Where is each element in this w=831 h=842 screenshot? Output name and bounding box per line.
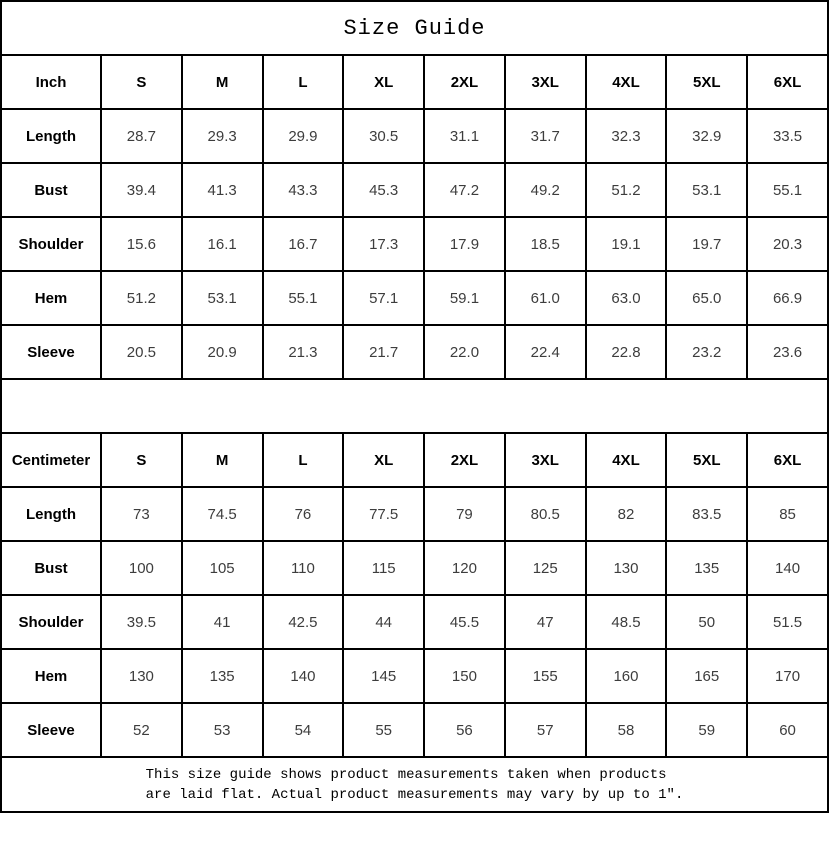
measurement-row (1, 541, 828, 595)
value-cell: 20.3 (747, 217, 828, 271)
value-cell: 49.2 (505, 163, 586, 217)
value-cell: 45.5 (424, 595, 505, 649)
size-header-cell: 3XL (505, 433, 586, 487)
value-cell: 22.8 (586, 325, 667, 379)
size-header-cell: S (101, 433, 182, 487)
value-cell: 55.1 (263, 271, 344, 325)
value-cell: 63.0 (586, 271, 667, 325)
value-cell: 79 (424, 487, 505, 541)
measurement-row (1, 595, 828, 649)
value-cell: 44 (343, 595, 424, 649)
value-cell: 47.2 (424, 163, 505, 217)
value-cell: 47 (505, 595, 586, 649)
value-cell: 54 (263, 703, 344, 757)
value-cell: 53.1 (182, 271, 263, 325)
row-label-cell: Length (1, 487, 101, 541)
value-cell: 19.1 (586, 217, 667, 271)
row-label-cell: Sleeve (1, 703, 101, 757)
value-cell: 30.5 (343, 109, 424, 163)
value-cell: 41.3 (182, 163, 263, 217)
value-cell: 170 (747, 649, 828, 703)
value-cell: 48.5 (586, 595, 667, 649)
value-cell: 110 (263, 541, 344, 595)
value-cell: 73 (101, 487, 182, 541)
title-row (1, 1, 828, 55)
value-cell: 74.5 (182, 487, 263, 541)
value-cell: 130 (586, 541, 667, 595)
row-label-cell: Shoulder (1, 217, 101, 271)
value-cell: 20.5 (101, 325, 182, 379)
measurement-row (1, 649, 828, 703)
table-spacer (1, 379, 828, 433)
unit-header-cell: Inch (1, 55, 101, 109)
value-cell: 16.7 (263, 217, 344, 271)
value-cell: 21.3 (263, 325, 344, 379)
value-cell: 23.2 (666, 325, 747, 379)
value-cell: 82 (586, 487, 667, 541)
footer-note-text (146, 765, 684, 805)
row-label-cell: Length (1, 109, 101, 163)
page-title: Size Guide (1, 1, 828, 55)
value-cell: 150 (424, 649, 505, 703)
size-header-cell: 2XL (424, 433, 505, 487)
value-cell: 17.9 (424, 217, 505, 271)
value-cell: 51.5 (747, 595, 828, 649)
value-cell: 28.7 (101, 109, 182, 163)
value-cell: 66.9 (747, 271, 828, 325)
value-cell: 15.6 (101, 217, 182, 271)
value-cell: 16.1 (182, 217, 263, 271)
inch-table (1, 55, 828, 379)
measurement-row (1, 163, 828, 217)
value-cell: 135 (666, 541, 747, 595)
row-label-cell: Hem (1, 271, 101, 325)
size-header-cell: L (263, 433, 344, 487)
value-cell: 56 (424, 703, 505, 757)
value-cell: 100 (101, 541, 182, 595)
footer-note-line2: are laid flat. Actual product measurements may vary by up to 1″. (145, 786, 684, 803)
size-header-cell: 5XL (666, 55, 747, 109)
value-cell: 115 (343, 541, 424, 595)
size-header-cell: XL (343, 55, 424, 109)
size-header-cell: XL (343, 433, 424, 487)
footer-note (1, 757, 828, 812)
spacer-row (1, 379, 828, 433)
size-header-cell: 6XL (747, 433, 828, 487)
value-cell: 21.7 (343, 325, 424, 379)
value-cell: 55.1 (747, 163, 828, 217)
value-cell: 77.5 (343, 487, 424, 541)
value-cell: 125 (505, 541, 586, 595)
footer-row (1, 757, 828, 812)
value-cell: 32.3 (586, 109, 667, 163)
size-header-cell: S (101, 55, 182, 109)
value-cell: 19.7 (666, 217, 747, 271)
value-cell: 145 (343, 649, 424, 703)
value-cell: 43.3 (263, 163, 344, 217)
value-cell: 39.5 (101, 595, 182, 649)
size-header-cell: M (182, 55, 263, 109)
measurement-row (1, 703, 828, 757)
value-cell: 31.7 (505, 109, 586, 163)
value-cell: 41 (182, 595, 263, 649)
row-label-cell: Bust (1, 541, 101, 595)
centimeter-table (1, 433, 828, 757)
value-cell: 59 (666, 703, 747, 757)
value-cell: 22.0 (424, 325, 505, 379)
value-cell: 20.9 (182, 325, 263, 379)
value-cell: 155 (505, 649, 586, 703)
value-cell: 53 (182, 703, 263, 757)
value-cell: 39.4 (101, 163, 182, 217)
value-cell: 61.0 (505, 271, 586, 325)
title-section (1, 1, 828, 55)
value-cell: 85 (747, 487, 828, 541)
row-label-cell: Shoulder (1, 595, 101, 649)
value-cell: 120 (424, 541, 505, 595)
size-header-cell: 3XL (505, 55, 586, 109)
value-cell: 80.5 (505, 487, 586, 541)
value-cell: 140 (747, 541, 828, 595)
value-cell: 32.9 (666, 109, 747, 163)
measurement-row (1, 325, 828, 379)
measurement-row (1, 271, 828, 325)
value-cell: 53.1 (666, 163, 747, 217)
value-cell: 18.5 (505, 217, 586, 271)
value-cell: 83.5 (666, 487, 747, 541)
value-cell: 130 (101, 649, 182, 703)
value-cell: 51.2 (586, 163, 667, 217)
value-cell: 55 (343, 703, 424, 757)
size-header-cell: M (182, 433, 263, 487)
value-cell: 45.3 (343, 163, 424, 217)
value-cell: 31.1 (424, 109, 505, 163)
row-label-cell: Sleeve (1, 325, 101, 379)
value-cell: 76 (263, 487, 344, 541)
measurement-row (1, 109, 828, 163)
value-cell: 23.6 (747, 325, 828, 379)
value-cell: 57.1 (343, 271, 424, 325)
value-cell: 135 (182, 649, 263, 703)
value-cell: 140 (263, 649, 344, 703)
value-cell: 33.5 (747, 109, 828, 163)
value-cell: 51.2 (101, 271, 182, 325)
value-cell: 59.1 (424, 271, 505, 325)
size-header-cell: 2XL (424, 55, 505, 109)
value-cell: 58 (586, 703, 667, 757)
value-cell: 160 (586, 649, 667, 703)
footer-section (1, 757, 828, 812)
size-header-cell: 6XL (747, 55, 828, 109)
spacer-section (1, 379, 828, 433)
value-cell: 165 (666, 649, 747, 703)
value-cell: 50 (666, 595, 747, 649)
unit-header-cell: Centimeter (1, 433, 101, 487)
row-label-cell: Bust (1, 163, 101, 217)
value-cell: 65.0 (666, 271, 747, 325)
measurement-row (1, 217, 828, 271)
size-header-row (1, 433, 828, 487)
size-header-cell: L (263, 55, 344, 109)
value-cell: 52 (101, 703, 182, 757)
size-header-row (1, 55, 828, 109)
measurement-row (1, 487, 828, 541)
size-header-cell: 4XL (586, 55, 667, 109)
value-cell: 29.3 (182, 109, 263, 163)
footer-note-line1: This size guide shows product measurements taken when products (145, 766, 667, 783)
row-label-cell: Hem (1, 649, 101, 703)
size-header-cell: 4XL (586, 433, 667, 487)
value-cell: 57 (505, 703, 586, 757)
value-cell: 105 (182, 541, 263, 595)
value-cell: 17.3 (343, 217, 424, 271)
value-cell: 60 (747, 703, 828, 757)
value-cell: 29.9 (263, 109, 344, 163)
size-header-cell: 5XL (666, 433, 747, 487)
value-cell: 42.5 (263, 595, 344, 649)
value-cell: 22.4 (505, 325, 586, 379)
